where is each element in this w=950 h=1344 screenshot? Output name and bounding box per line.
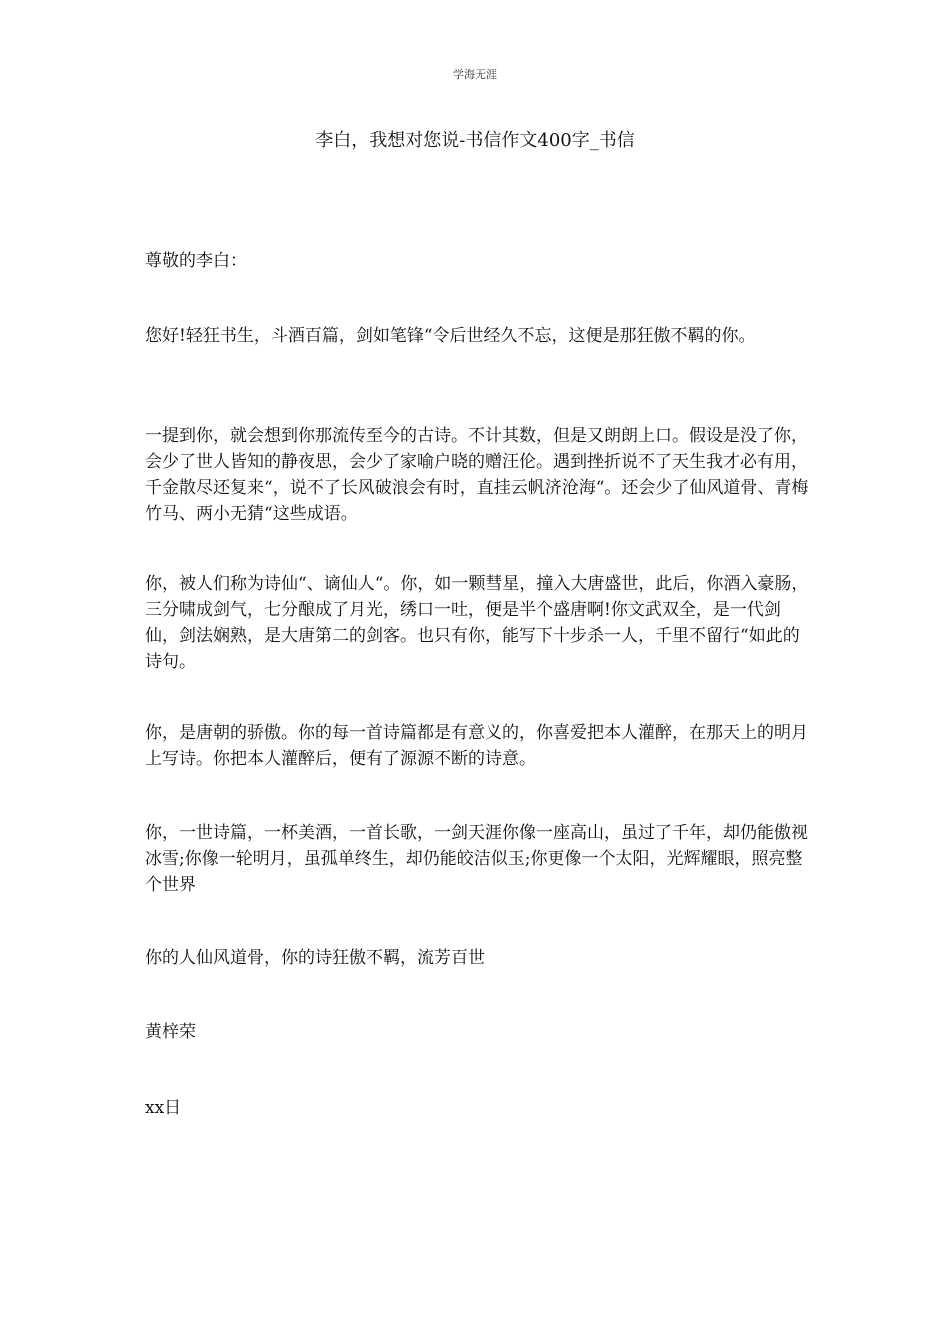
letter-paragraph-3: 你，被人们称为诗仙“、谪仙人“。你，如一颗彗星，撞入大唐盛世，此后，你酒入豪肠，三分啸成剑气，七分酿成了月光，绣口一吐，便是半个盛唐啊!你文武双全，是一代剑仙，剑法娴熟，是大唐第二的剑客。也只有你，能写下十步杀一人，千里不留行“如此的诗句。 xyxy=(145,574,809,672)
letter-signature: 黄梓荣 xyxy=(145,1022,196,1042)
letter-date: xx日 xyxy=(145,1098,182,1118)
page-header-site-name: 学海无涯 xyxy=(453,68,497,81)
letter-paragraph-1: 您好!轻狂书生，斗酒百篇，剑如笔锋“令后世经久不忘，这便是那狂傲不羁的你。 xyxy=(145,326,756,346)
document-title: 李白，我想对您说-书信作文400字_书信 xyxy=(315,130,635,151)
letter-paragraph-2: 一提到你，就会想到你那流传至今的古诗。不计其数，但是又朗朗上口。假设是没了你，会少了世人皆知的静夜思，会少了家喻户晓的赠汪伦。遇到挫折说不了天生我才必有用，千金散尽还复来“，说不了长风破浪会有时，直挂云帆济沧海“。还会少了仙风道骨、青梅竹马、两小无猜“这些成语。 xyxy=(145,426,809,524)
letter-paragraph-5: 你，一世诗篇，一杯美酒，一首长歌，一剑天涯你像一座高山，虽过了千年，却仍能傲视冰雪;你像一轮明月，虽孤单终生，却仍能皎洁似玉;你更像一个太阳，光辉耀眼，照亮整个世界 xyxy=(145,823,808,895)
letter-paragraph-6: 你的人仙风道骨，你的诗狂傲不羁，流芳百世 xyxy=(145,948,485,968)
letter-salutation: 尊敬的李白： xyxy=(145,251,247,271)
letter-paragraph-4: 你，是唐朝的骄傲。你的每一首诗篇都是有意义的，你喜爱把本人灌醉，在那天上的明月上写诗。你把本人灌醉后，便有了源源不断的诗意。 xyxy=(145,723,808,769)
